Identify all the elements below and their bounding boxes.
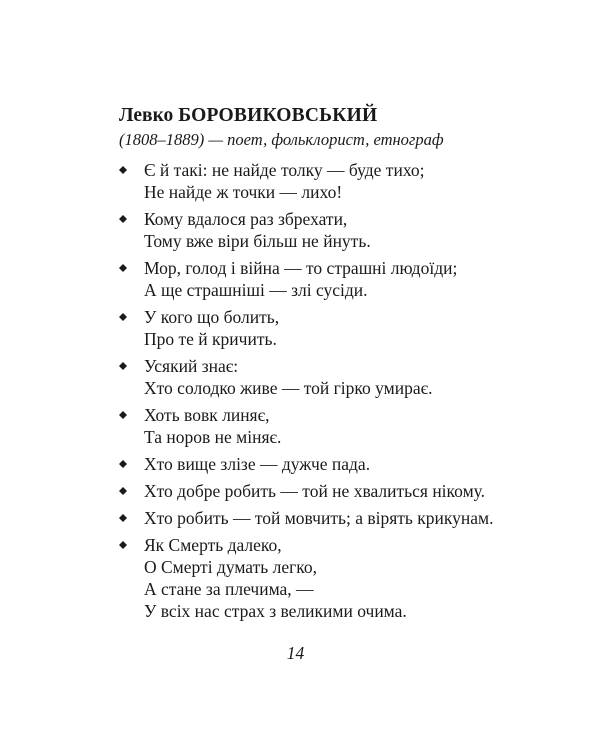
saying-line: Кому вдалося раз збрехати, [144, 209, 348, 229]
author-subtitle: (1808–1889) — поет, фольклорист, етнограф [119, 130, 444, 149]
saying-line: Усякий знає: [144, 356, 239, 376]
saying-line: Хто добре робить — той не хвалиться нікому. [144, 481, 486, 501]
list-item [119, 534, 539, 622]
diamond-bullet-icon [119, 487, 127, 495]
diamond-bullet-icon [119, 313, 127, 321]
page-content [119, 104, 539, 627]
saying-line: Хто робить — той мовчить; а вірять крикунам. [144, 508, 494, 528]
diamond-bullet-icon [119, 362, 127, 370]
list-item [119, 257, 539, 301]
saying-line: Тому вже віри більш не йнуть. [144, 231, 371, 251]
saying-line: А стане за плечима, — [144, 579, 314, 599]
diamond-bullet-icon [119, 514, 127, 522]
list-item [119, 480, 539, 502]
diamond-bullet-icon [119, 460, 127, 468]
list-item [119, 306, 539, 350]
list-item [119, 208, 539, 252]
list-item [119, 404, 539, 448]
list-item [119, 453, 539, 475]
list-item [119, 355, 539, 399]
diamond-bullet-icon [119, 166, 127, 174]
saying-line: А ще страшніші — злі сусіди. [144, 280, 368, 300]
saying-line: Та норов не міняє. [144, 427, 282, 447]
saying-line: Хто солодко живе — той гірко умирає. [144, 378, 433, 398]
saying-line: Хоть вовк линяє, [144, 405, 270, 425]
saying-line: Як Смерть далеко, [144, 535, 282, 555]
saying-line: У всіх нас страх з великими очима. [144, 601, 407, 621]
sayings-list [119, 159, 539, 622]
diamond-bullet-icon [119, 541, 127, 549]
saying-line: У кого що болить, [144, 307, 280, 327]
saying-line: Є й такі: не найде толку — буде тихо; [144, 160, 425, 180]
page-number: 14 [286, 643, 305, 663]
list-item [119, 507, 539, 529]
author-first-name: Левко [119, 105, 174, 126]
saying-line: Мор, голод і війна — то страшні людоїди; [144, 258, 458, 278]
diamond-bullet-icon [119, 264, 127, 272]
author-last-name: БОРОВИКОВСЬКИЙ [178, 105, 378, 126]
saying-line: Хто вище злізе — дужче пада. [144, 454, 371, 474]
list-item [119, 159, 539, 203]
author-heading [119, 104, 539, 128]
saying-line: Про те й кричить. [144, 329, 277, 349]
diamond-bullet-icon [119, 411, 127, 419]
diamond-bullet-icon [119, 215, 127, 223]
saying-line: Не найде ж точки — лихо! [144, 182, 343, 202]
saying-line: О Смерті думать легко, [144, 557, 318, 577]
